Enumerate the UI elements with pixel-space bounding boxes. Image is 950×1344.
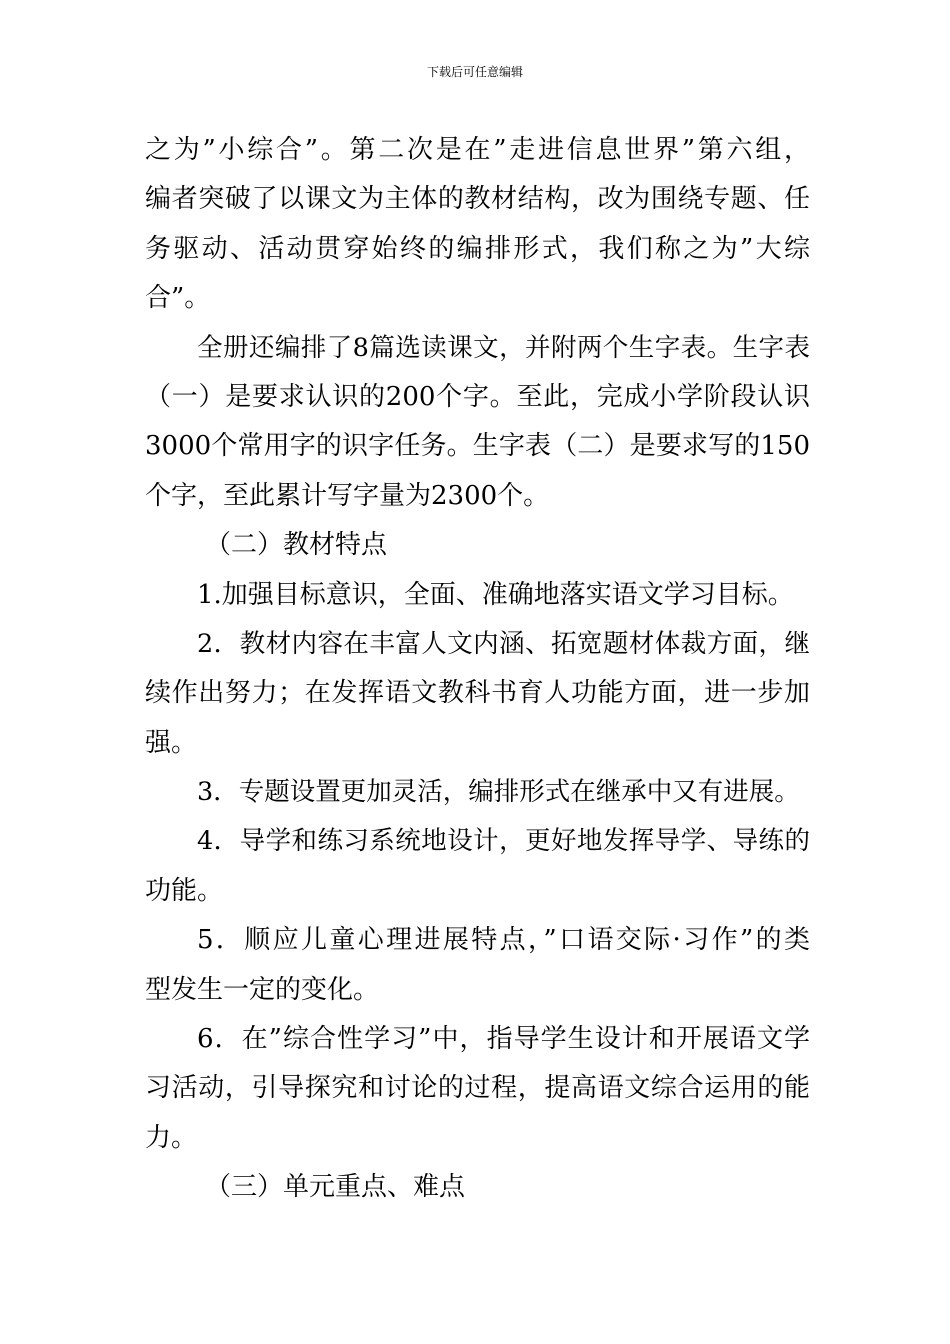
text-line: 1.加强目标意识，全面、准确地落实语文学习目标。 bbox=[197, 579, 794, 610]
text-line: 力。 bbox=[145, 1122, 198, 1153]
text-line: 全册还编排了8篇选读课文，并附两个生字表。生字表 bbox=[197, 332, 810, 363]
text-line: 5．顺应儿童心理进展特点，”口语交际·习作”的类 bbox=[197, 925, 810, 956]
text-line: 强。 bbox=[145, 727, 198, 758]
text-line: 4．导学和练习系统地设计，更好地发挥导学、导练的 bbox=[197, 826, 810, 857]
text-line: 6．在”综合性学习”中，指导学生设计和开展语文学 bbox=[197, 1024, 810, 1055]
page-header: 下载后可任意编辑 bbox=[426, 65, 523, 79]
section-heading: （二）教材特点 bbox=[205, 530, 388, 561]
text-line: 合”。 bbox=[145, 283, 211, 314]
text-line: 编者突破了以课文为主体的教材结构，改为围绕专题、任 bbox=[145, 184, 810, 215]
text-line: 习活动，引导探究和讨论的过程，提高语文综合运用的能 bbox=[145, 1073, 810, 1104]
text-line: 个字，至此累计写字量为2300个。 bbox=[145, 480, 550, 511]
text-line: （一）是要求认识的200个字。至此，完成小学阶段认识 bbox=[145, 381, 810, 412]
document-body bbox=[145, 126, 810, 1213]
text-line: 3．专题设置更加灵活，编排形式在继承中又有进展。 bbox=[197, 777, 800, 808]
text-line: 之为”小综合”。第二次是在”走进信息世界”第六组， bbox=[145, 135, 810, 165]
text-line: 务驱动、活动贯穿始终的编排形式，我们称之为”大综 bbox=[145, 233, 810, 264]
text-line: 续作出努力；在发挥语文教科书育人功能方面，进一步加 bbox=[145, 678, 810, 709]
text-line: 3000个常用字的识字任务。生字表（二）是要求写的150 bbox=[145, 431, 810, 462]
text-line: 功能。 bbox=[145, 875, 224, 906]
text-line: 2．教材内容在丰富人文内涵、拓宽题材体裁方面，继 bbox=[197, 628, 810, 659]
text-line: 型发生一定的变化。 bbox=[145, 974, 380, 1005]
section-heading: （三）单元重点、难点 bbox=[205, 1172, 466, 1203]
